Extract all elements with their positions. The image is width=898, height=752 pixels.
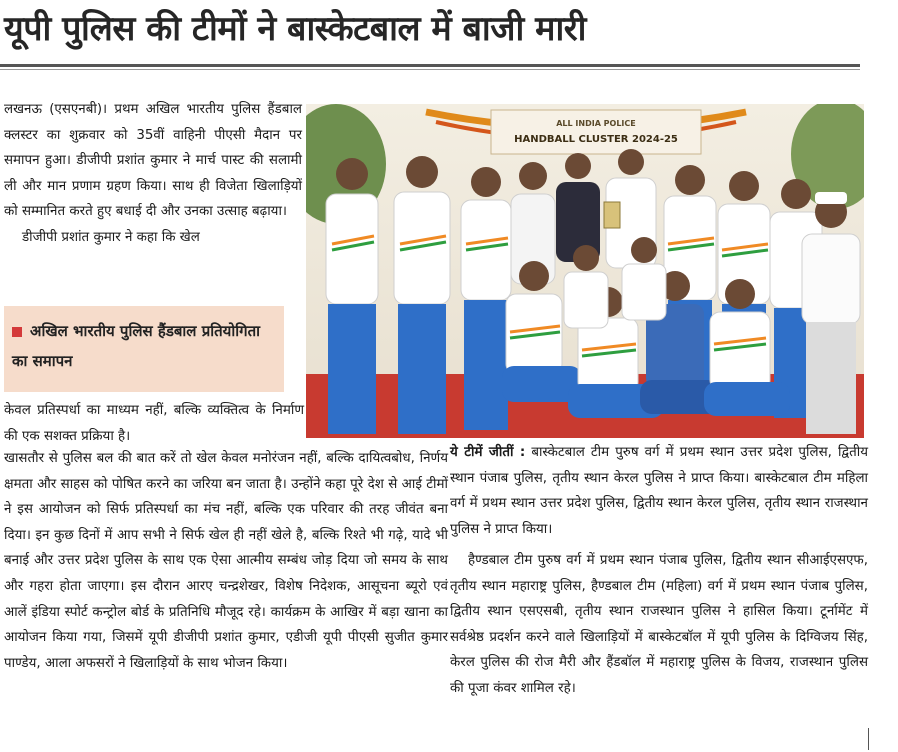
article-column-left: [4, 97, 302, 250]
team-photo: [306, 104, 864, 438]
article-paragraph-3b: खासतौर से पुलिस बल की बात करें तो खेल केवल मनोरंजन नहीं, बल्कि दायित्वबोध, निर्णय क्षमता और साहस को पोषित करने का जरिया बन जाता है। उन्होंने कहा पूरे देश से आई टीमों ने इस आयोजन को सिर्फ प्रतिस्पर्धा का मंच नहीं, बल्कि एक परिवार की तरह जीवंत बना दिया। इन कुछ दिनों में आप सभी ने सिर्फ खेल ही नहीं खेले है, बल्कि रिश्ते भी गढ़े, यादे भी बनाई और उत्तर प्रदेश पुलिस के साथ एक ऐसा आत्मीय सम्बंध जोड़ दिया जो समय के साथ और गहरा होता जाएगा। इस दौरान आरए चन्द्रशेखर, विशेष निदेशक, आसूचना ब्यूरो एवं आलें इंडिया स्पोर्ट कन्ट्रोल बोर्ड के प्रतिनिधि मौजूद रहे। कार्यक्रम के आखिर में बड़ा खाना का आयोजन किया गया, जिसमें यूपी डीजीपी प्रशांत कुमार, एडीजी यूपी पीएसी सुजीत कुमार पाण्डेय, आला अफसरों ने खिलाड़ियों के साथ भोजन किया।: [4, 451, 448, 671]
headline-rule: [0, 64, 860, 67]
column-divider: [868, 728, 869, 750]
pull-quote-text: अखिल भारतीय पुलिस हैंडबाल प्रतियोगिता का समापन: [12, 322, 261, 370]
winners-caption-body: बास्केटबाल टीम पुरुष वर्ग में प्रथम स्थान उत्तर प्रदेश पुलिस, द्वितीय स्थान पंजाब पुलिस, तृतीय स्थान केरल पुलिस ने प्राप्त किया। बास्केटबाल टीम महिला वर्ग में प्रथम स्थान उत्तर प्रदेश पुलिस, द्वितीय स्थान केरल पुलिस, तृतीय स्थान राजस्थान पुलिस ने प्राप्त किया।: [450, 445, 868, 537]
winners-caption: [450, 440, 868, 542]
article-lower-left: [4, 446, 448, 676]
banner-line-1: ALL INDIA POLICE: [556, 119, 636, 128]
article-paragraph-4: हैण्डबाल टीम पुरुष वर्ग में प्रथम स्थान पंजाब पुलिस, द्वितीय स्थान सीआईएसएफ, तृतीय स्थान महाराष्ट्र पुलिस, हैण्डबाल टीम (महिला) वर्ग में प्रथम स्थान पंजाब पुलिस, द्वितीय स्थान एसएसबी, तृतीय स्थान राजस्थान पुलिस ने हासिल किया। टूर्नामेंट में सर्वश्रेष्ठ प्रदर्शन करने वाले खिलाड़ियों में बास्केटबॉल में यूपी पुलिस के दिग्विजय सिंह, केरल पुलिस की रोज मैरी और हैंडबॉल में महाराष्ट्र पुलिस के विजय, राजस्थान पुलिस की पूजा कंवर शामिल रहे।: [450, 553, 868, 696]
winners-caption-lead: ये टीमें जीतीं :: [450, 445, 526, 460]
headline-rule-thin: [0, 69, 860, 70]
article-paragraph-3a: केवल प्रतिस्पर्धा का माध्यम नहीं, बल्कि व्यक्तित्व के निर्माण की एक सशक्त प्रक्रिया है।: [4, 403, 304, 444]
team-photo-illustration: [306, 104, 864, 438]
article-continuation: [4, 398, 304, 449]
pull-quote-box: [4, 306, 284, 392]
article-paragraph-1: लखनऊ (एसएनबी)। प्रथम अखिल भारतीय पुलिस हैंडबाल क्लस्टर का शुक्रवार को 35वीं वाहिनी पीएसी मैदान पर समापन हुआ। डीजीपी प्रशांत कुमार ने मार्च पास्ट की सलामी ली और मान प्रणाम ग्रहण किया। साथ ही विजेता खिलाड़ियों को सम्मानित करते हुए बधाई दी और उनका उत्साह बढ़ाया।: [4, 102, 302, 219]
pull-quote: [12, 316, 272, 376]
banner-line-2: HANDBALL CLUSTER 2024-25: [514, 134, 678, 145]
article-column-right: [450, 440, 868, 707]
trophy: [604, 202, 620, 228]
red-square-bullet-icon: [12, 327, 22, 337]
article-paragraph-2: डीजीपी प्रशांत कुमार ने कहा कि खेल: [22, 229, 200, 245]
headline: यूपी पुलिस की टीमों ने बास्केटबाल में बाजी मारी: [4, 9, 586, 49]
